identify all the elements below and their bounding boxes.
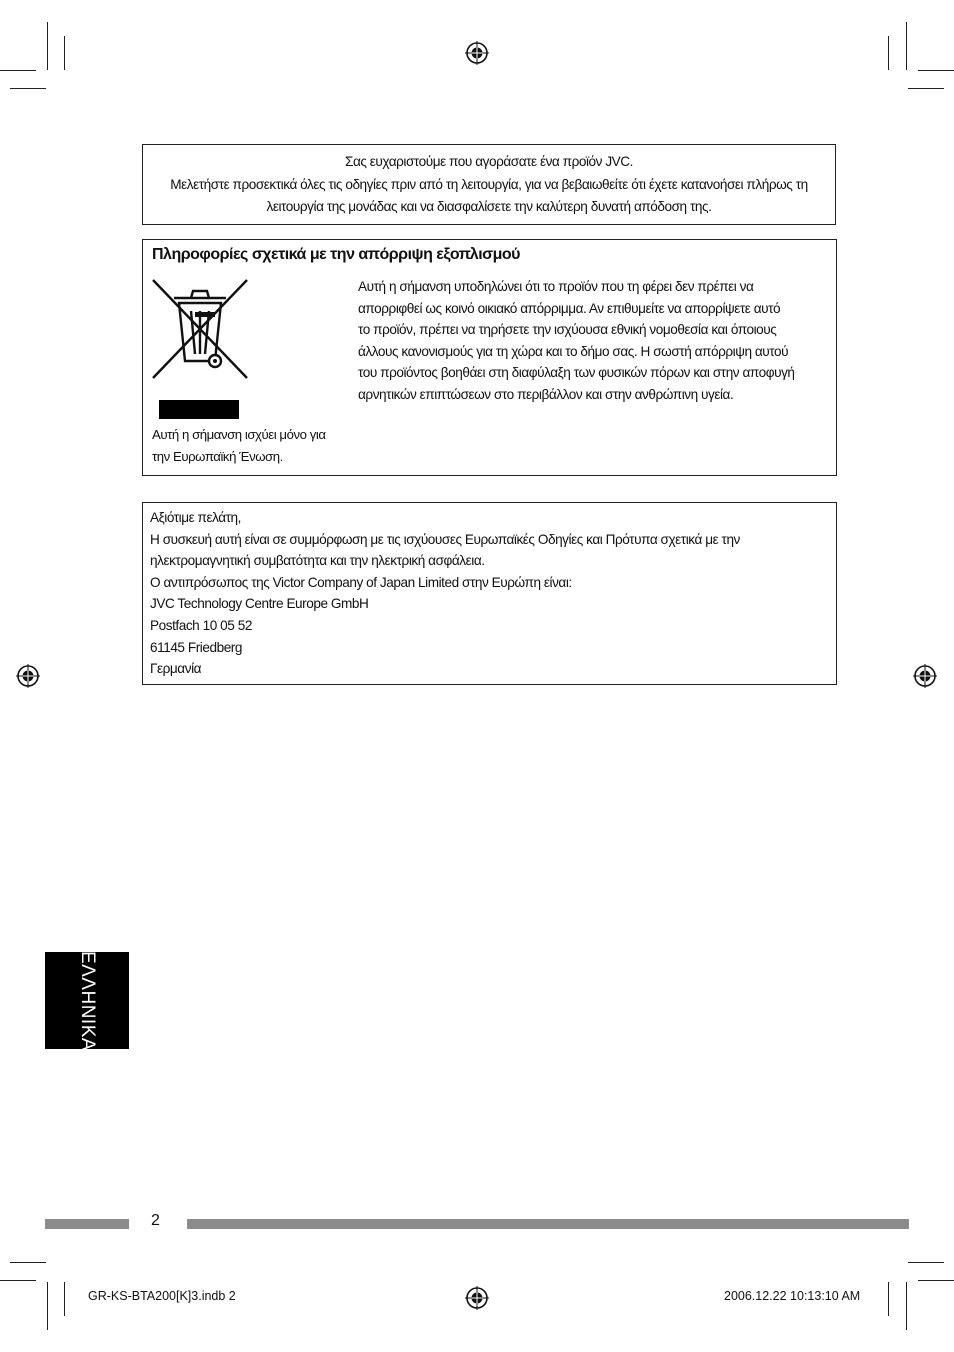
disposal-line: άλλους κανονισμούς για τη χώρα και το δήμο σας. Η σωστή απόρριψη αυτού — [358, 343, 789, 359]
crop-mark — [64, 36, 65, 70]
crop-mark — [47, 1282, 48, 1330]
customer-notice — [142, 502, 837, 685]
crop-mark — [64, 1282, 65, 1316]
crop-mark — [47, 22, 48, 70]
crop-mark — [888, 1282, 889, 1316]
registration-mark-icon — [913, 664, 937, 688]
footer-timestamp: 2006.12.22 10:13:10 AM — [724, 1289, 861, 1303]
disposal-title: Πληροφορίες σχετικά με την απόρριψη εξοπλισμού — [152, 246, 520, 263]
registration-mark-icon — [465, 41, 489, 65]
eu-note-line: Αυτή η σήμανση ισχύει μόνο για — [152, 427, 326, 442]
footer-file-name: GR-KS-BTA200[K]3.indb 2 — [88, 1289, 236, 1303]
customer-line: Γερμανία — [150, 661, 202, 677]
crop-mark — [906, 22, 907, 70]
crop-mark — [906, 1282, 907, 1330]
thanks-line: λειτουργία της μονάδας και να διασφαλίσετε την καλύτερη δυνατή απόδοση της. — [266, 199, 712, 214]
crop-mark — [888, 36, 889, 70]
crop-mark — [908, 88, 944, 89]
crop-mark — [908, 1262, 944, 1263]
registration-mark-icon — [16, 664, 40, 688]
crop-mark — [918, 1280, 954, 1281]
disposal-info-box — [142, 239, 837, 476]
disposal-line: το προϊόν, πρέπει να τηρήσετε την ισχύουσα εθνική νομοθεσία και όποιους — [358, 322, 777, 338]
page-bar-right — [187, 1219, 909, 1229]
customer-line: Αξιότιμε πελάτη, — [150, 510, 241, 525]
crop-mark — [0, 70, 36, 71]
crop-mark — [10, 1262, 46, 1263]
language-tab-label: ΕΛΛΗΝΙΚΑ — [77, 950, 98, 1051]
disposal-line: Αυτή η σήμανση υποδηλώνει ότι το προϊόν που τη φέρει δεν πρέπει να — [358, 279, 754, 294]
separate-collection-bar — [159, 400, 239, 419]
customer-line: Postfach 10 05 52 — [150, 617, 252, 633]
page-number: 2 — [151, 1212, 160, 1229]
customer-line: JVC Technology Centre Europe GmbH — [150, 596, 369, 612]
disposal-line: αρνητικών επιπτώσεων στο περιβάλλον και στην ανθρώπινη υγεία. — [358, 386, 734, 402]
disposal-line: απορριφθεί ως κοινό οικιακό απόρριμμα. Αν επιθυμείτε να απορρίψετε αυτό — [358, 300, 781, 316]
thanks-notice — [142, 144, 836, 225]
crop-mark — [0, 1280, 36, 1281]
thanks-line: Σας ευχαριστούμε που αγοράσατε ένα προϊόν JVC. — [345, 154, 633, 169]
thanks-line: Μελετήστε προσεκτικά όλες τις οδηγίες πριν από τη λειτουργία, για να βεβαιωθείτε ότι έχετε κατανοήσει πλήρως τη — [170, 176, 808, 192]
crop-mark — [918, 70, 954, 71]
customer-line: ηλεκτρομαγνητική συμβατότητα και την ηλεκτρική ασφάλεια. — [150, 553, 485, 569]
page-bar-left — [45, 1219, 129, 1229]
crop-mark — [10, 88, 46, 89]
customer-line: Η συσκευή αυτή είναι σε συμμόρφωση με τις ισχύουσες Ευρωπαϊκές Οδηγίες και Πρότυπα σχετικά με την — [150, 531, 740, 547]
customer-line: Ο αντιπρόσωπος της Victor Company of Japan Limited στην Ευρώπη είναι: — [150, 574, 572, 590]
customer-line: 61145 Friedberg — [150, 639, 242, 655]
eu-note-line: την Ευρωπαϊκή Ένωση. — [152, 449, 283, 464]
registration-mark-icon — [465, 1286, 489, 1310]
crossed-out-wheelie-bin-icon — [151, 278, 249, 380]
disposal-description — [358, 276, 828, 406]
language-tab — [45, 952, 129, 1049]
disposal-line: του προϊόντος βοηθάει στη διαφύλαξη των φυσικών πόρων και στην αποφυγή — [358, 365, 795, 381]
eu-note — [152, 424, 342, 468]
